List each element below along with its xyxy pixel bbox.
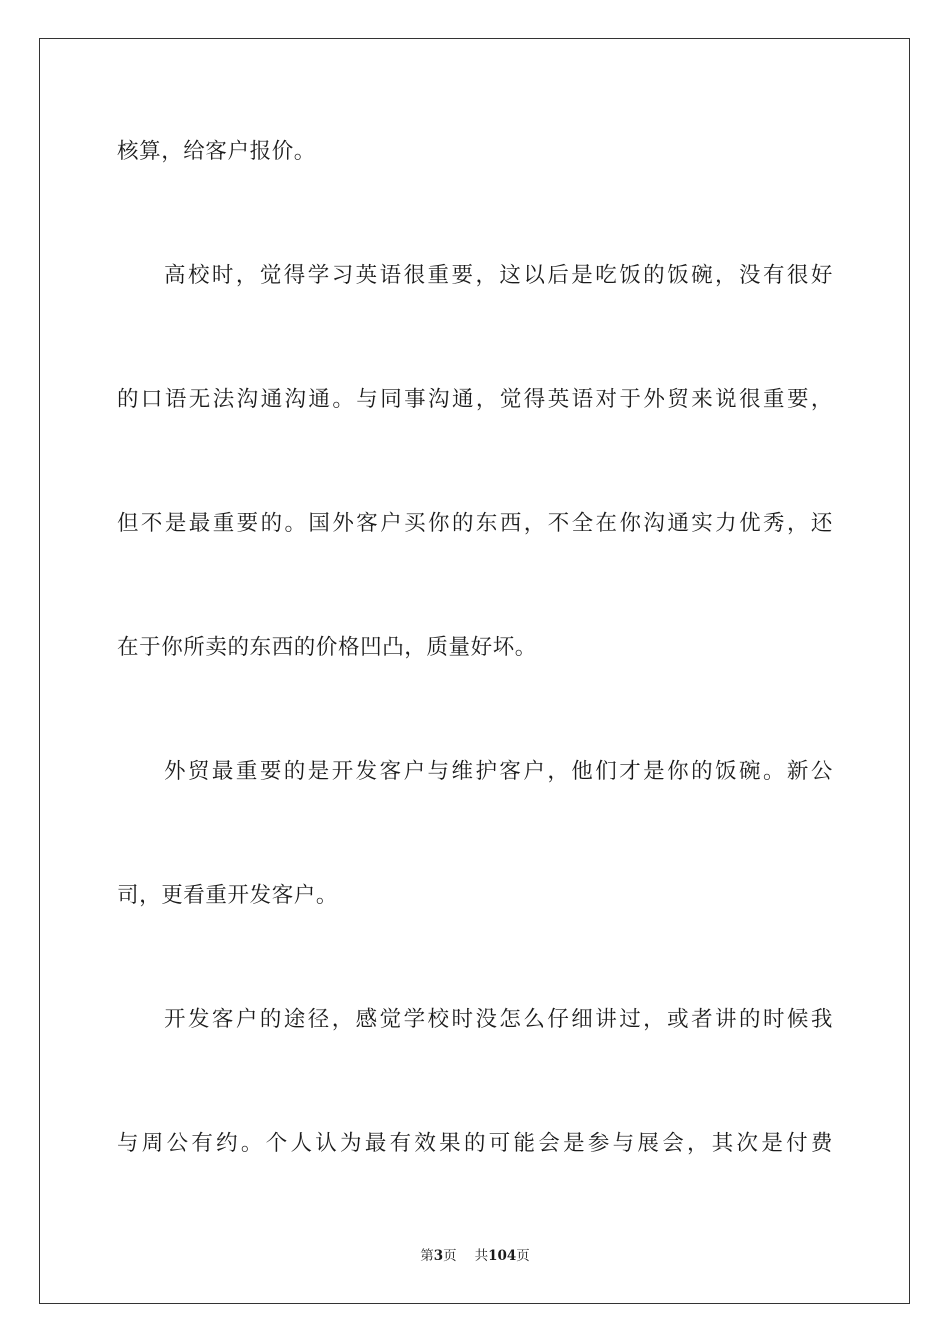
text-line-7: 司，更看重开发客户。 (117, 883, 339, 908)
text-line-5: 在于你所卖的东西的价格凹凸，质量好坏。 (117, 635, 537, 660)
footer-page-suffix: 页 (443, 1248, 457, 1264)
footer-page-prefix: 第 (420, 1248, 434, 1264)
text-line-3: 的口语无法沟通沟通。与同事沟通，觉得英语对于外贸来说很重要， (117, 387, 833, 412)
page-border (39, 38, 910, 1304)
text-line-8: 开发客户的途径，感觉学校时没怎么仔细讲过，或者讲的时候我 (164, 1007, 833, 1032)
text-line-9: 与周公有约。个人认为最有效果的可能会是参与展会，其次是付费 (117, 1131, 833, 1156)
page-footer (0, 1247, 950, 1265)
footer-total-pages: 104 (488, 1248, 517, 1264)
footer-total-suffix: 页 (516, 1248, 530, 1264)
text-line-1: 核算，给客户报价。 (117, 139, 316, 164)
text-line-2: 高校时，觉得学习英语很重要，这以后是吃饭的饭碗，没有很好 (164, 263, 833, 288)
text-line-6: 外贸最重要的是开发客户与维护客户，他们才是你的饭碗。新公 (164, 759, 833, 784)
text-line-4: 但不是最重要的。国外客户买你的东西，不全在你沟通实力优秀，还 (117, 511, 833, 536)
footer-total-prefix: 共 (474, 1248, 489, 1264)
footer-page-number: 3 (433, 1248, 444, 1264)
